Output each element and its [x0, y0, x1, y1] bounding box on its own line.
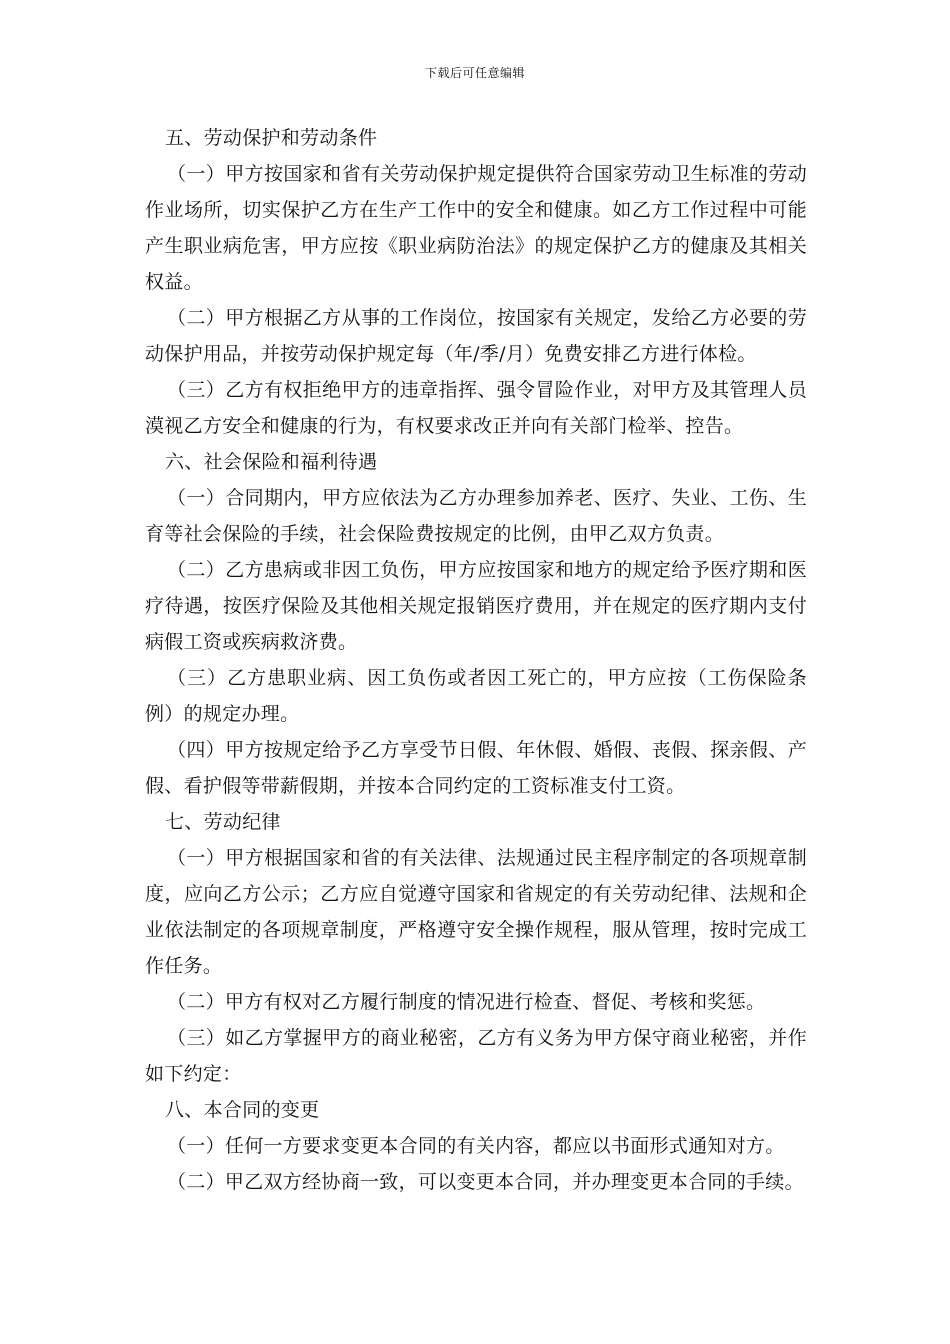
paragraph-line: 权益。	[145, 271, 203, 293]
paragraph-line: 动保护用品，并按劳动保护规定每（年/季/月）免费安排乙方进行体检。	[145, 343, 757, 365]
section-heading: 八、本合同的变更	[165, 1099, 320, 1121]
paragraph-line: 产生职业病危害，甲方应按《职业病防治法》的规定保护乙方的健康及其相关	[145, 235, 807, 257]
paragraph-line: 业依法制定的各项规章制度，严格遵守安全操作规程，服从管理，按时完成工	[145, 919, 807, 941]
paragraph-line: （一）甲方按国家和省有关劳动保护规定提供符合国家劳动卫生标准的劳动	[167, 163, 807, 185]
paragraph-line: （三）乙方患职业病、因工负伤或者因工死亡的，甲方应按（工伤保险条	[167, 667, 807, 689]
paragraph-line: （三）如乙方掌握甲方的商业秘密，乙方有义务为甲方保守商业秘密，并作	[167, 1027, 807, 1049]
paragraph-line: （二）乙方患病或非因工负伤，甲方应按国家和地方的规定给予医疗期和医	[167, 559, 807, 581]
paragraph-line: 漠视乙方安全和健康的行为，有权要求改正并向有关部门检举、控告。	[145, 415, 744, 437]
paragraph-line: 假、看护假等带薪假期，并按本合同约定的工资标准支付工资。	[145, 775, 686, 797]
paragraph-line: （四）甲方按规定给予乙方享受节日假、年休假、婚假、丧假、探亲假、产	[167, 739, 807, 761]
paragraph-line: （二）甲方有权对乙方履行制度的情况进行检查、督促、考核和奖惩。	[167, 991, 766, 1013]
paragraph-line: 疗待遇，按医疗保险及其他相关规定报销医疗费用，并在规定的医疗期内支付	[145, 595, 807, 617]
paragraph-line: 例）的规定办理。	[145, 703, 300, 725]
paragraph-line: （二）甲方根据乙方从事的工作岗位，按国家有关规定，发给乙方必要的劳	[167, 307, 807, 329]
section-heading: 六、社会保险和福利待遇	[165, 451, 378, 473]
paragraph-line: 病假工资或疾病救济费。	[145, 631, 358, 653]
paragraph-line: （一）甲方根据国家和省的有关法律、法规通过民主程序制定的各项规章制	[167, 847, 807, 869]
section-heading: 五、劳动保护和劳动条件	[165, 127, 378, 149]
page-header-note: 下载后可任意编辑	[424, 66, 525, 80]
paragraph-line: 如下约定：	[145, 1063, 242, 1085]
paragraph-line: （一）合同期内，甲方应依法为乙方办理参加养老、医疗、失业、工伤、生	[167, 487, 807, 509]
paragraph-line: 作任务。	[145, 955, 223, 977]
section-heading: 七、劳动纪律	[165, 811, 281, 833]
document-body	[145, 120, 807, 1200]
paragraph-line: 度，应向乙方公示；乙方应自觉遵守国家和省规定的有关劳动纪律、法规和企	[145, 883, 807, 905]
paragraph-line: （二）甲乙双方经协商一致，可以变更本合同，并办理变更本合同的手续。	[167, 1171, 804, 1193]
paragraph-line: （三）乙方有权拒绝甲方的违章指挥、强令冒险作业，对甲方及其管理人员	[167, 379, 807, 401]
paragraph-line: （一）任何一方要求变更本合同的有关内容，都应以书面形式通知对方。	[167, 1135, 785, 1157]
paragraph-line: 育等社会保险的手续，社会保险费按规定的比例，由甲乙双方负责。	[145, 523, 725, 545]
paragraph-line: 作业场所，切实保护乙方在生产工作中的安全和健康。如乙方工作过程中可能	[145, 199, 807, 221]
